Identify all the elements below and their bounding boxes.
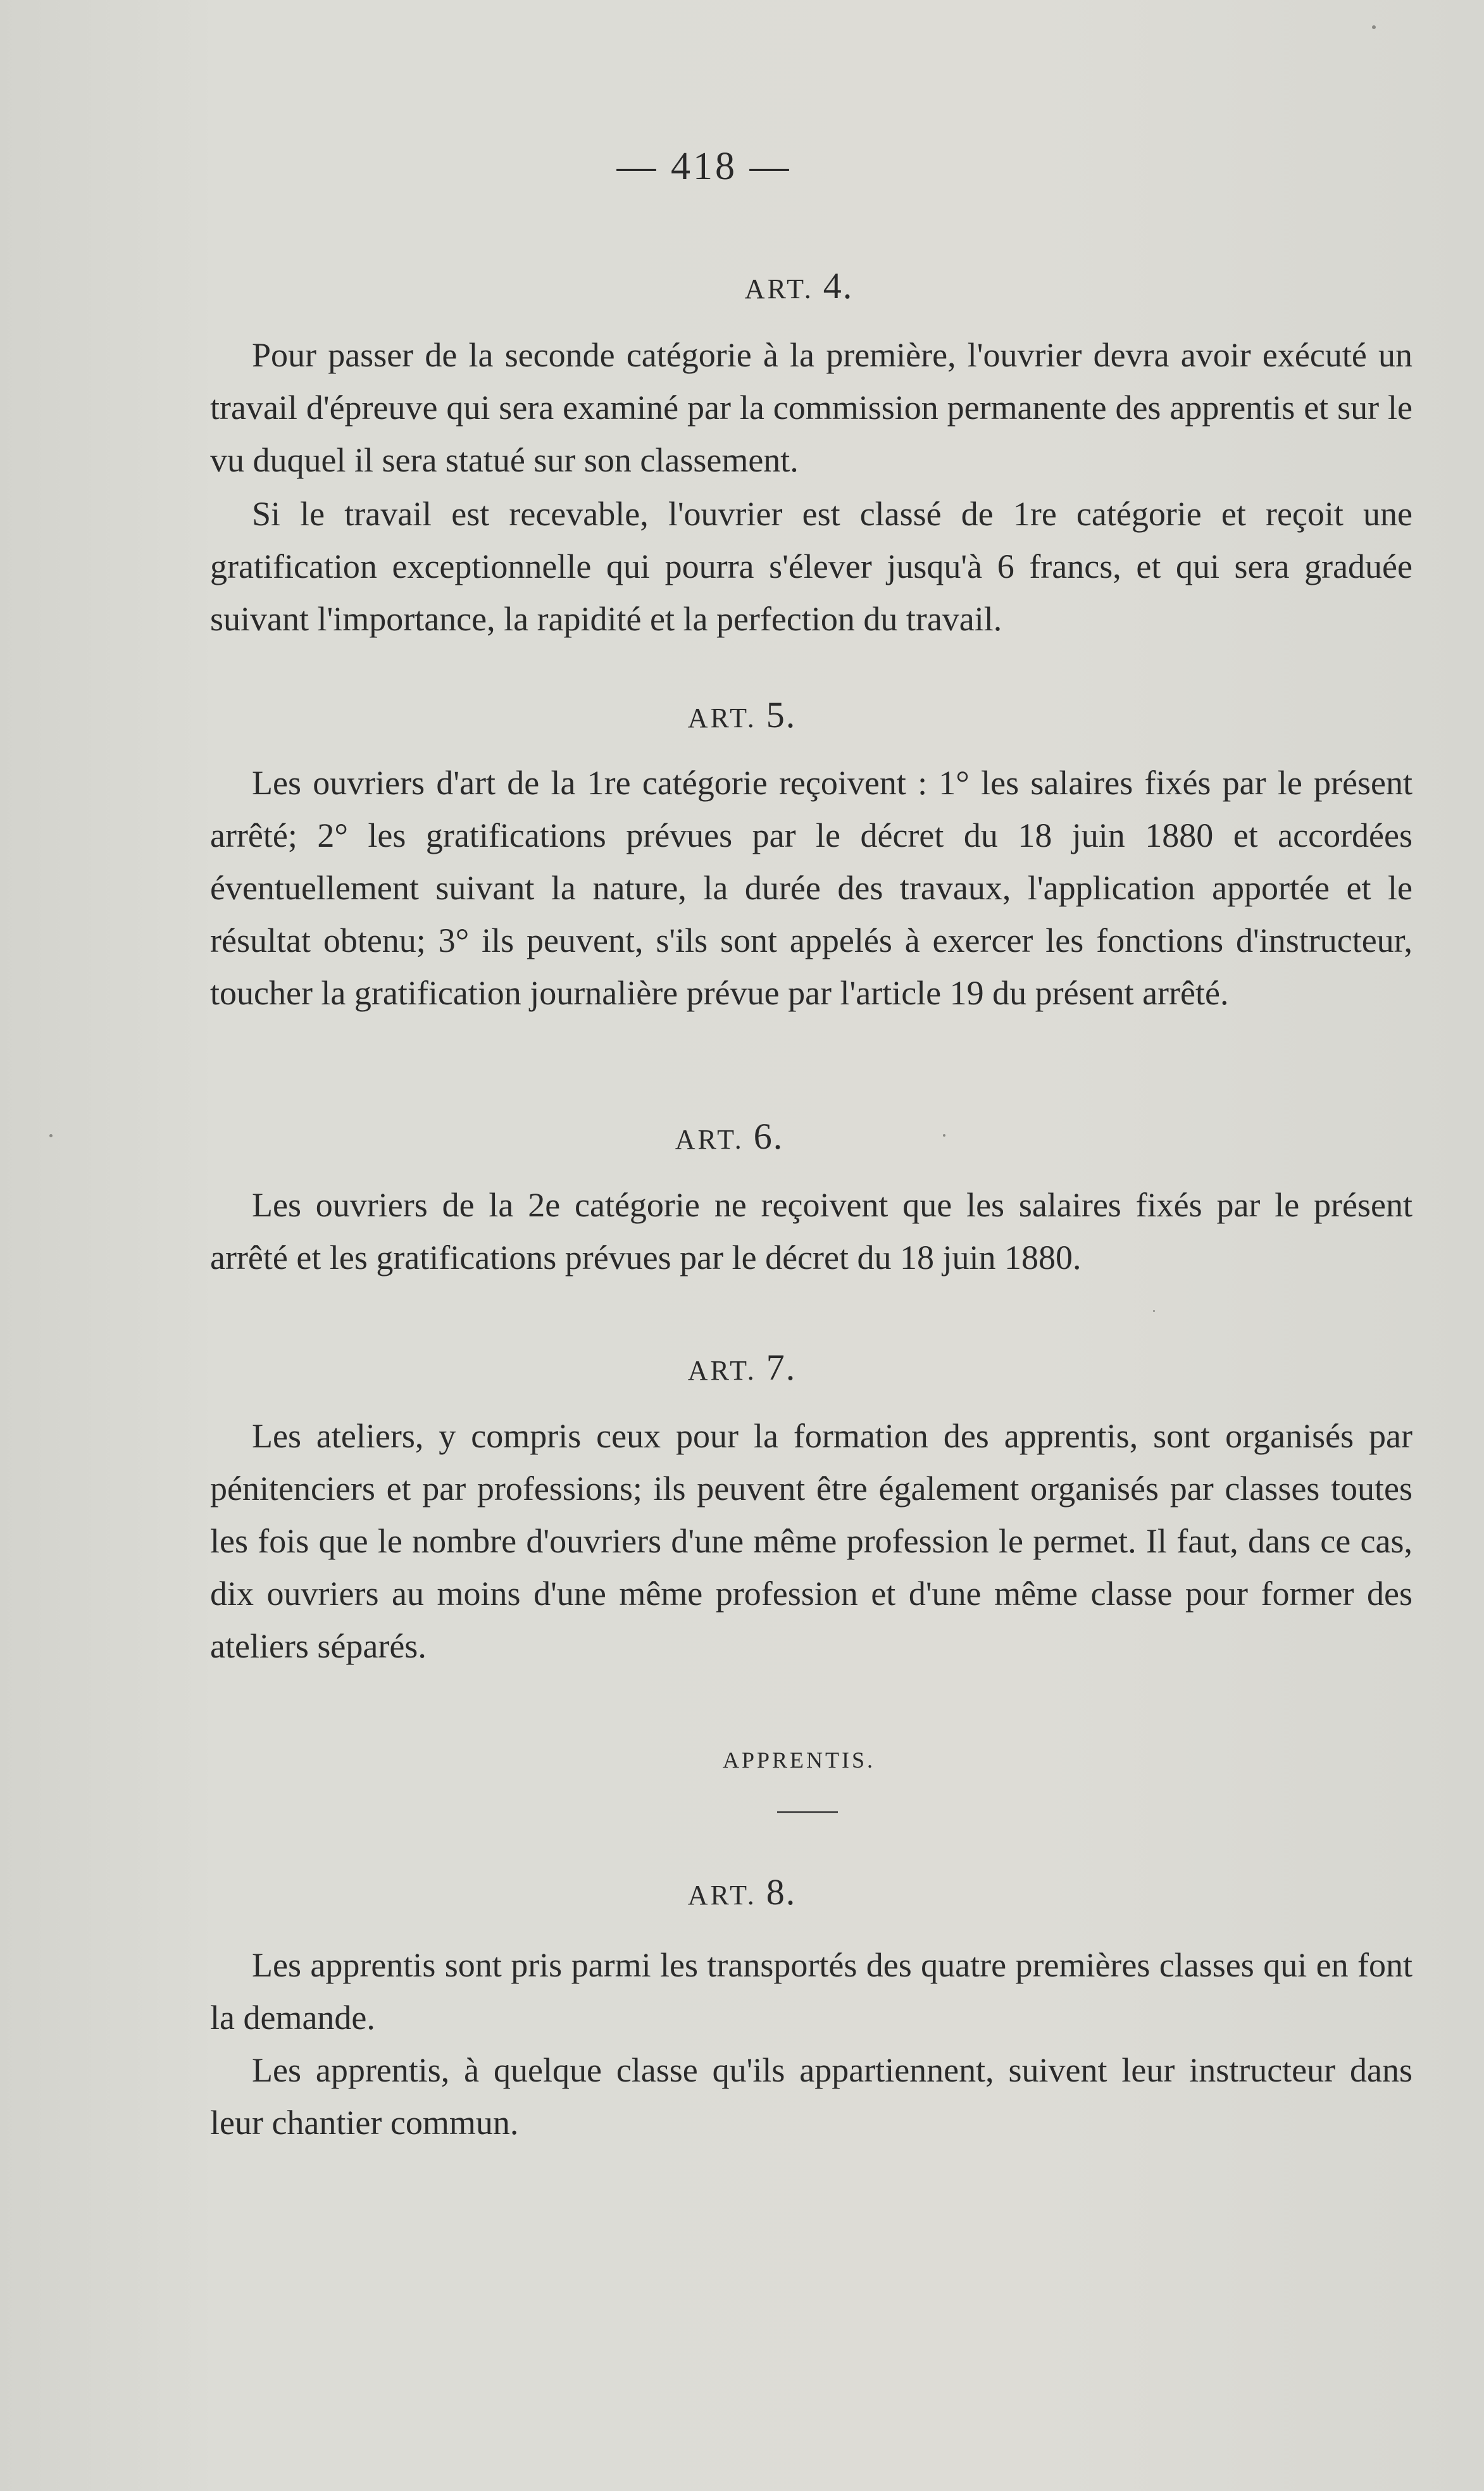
article-5-paragraph-1: Les ouvriers d'art de la 1re catégorie reçoivent : 1° les salaires fixés par le présent arrêté; 2° les gratifications prévues par le décret du 18 juin 1880 et accordées éventuellement suivant la nature, la durée des travaux, l'application apportée et le résultat obtenu; 3° ils peuvent, s'ils sont appelés à exercer les fonctions d'instructeur, toucher la gratification journalière prévue par l'article 19 du présent arrêté. [210, 764, 1412, 1012]
article-heading-label: ART. [687, 1355, 757, 1386]
article-8-paragraph-1: Les apprentis sont pris parmi les transportés des quatre premières classes qui en font la demande. [210, 1946, 1412, 2037]
scan-speck [1153, 1310, 1155, 1312]
article-7-heading [0, 1346, 1484, 1389]
article-6-heading [0, 1115, 1471, 1158]
article-heading-label: ART. [744, 273, 814, 304]
article-8-paragraph-2: Les apprentis, à quelque classe qu'ils appartiennent, suivent leur instructeur dans leur chantier commun. [210, 2051, 1412, 2142]
article-6-paragraph-1: Les ouvriers de la 2e catégorie ne reçoivent que les salaires fixés par le présent arrêté et les gratifications prévues par le décret du 18 juin 1880. [210, 1186, 1412, 1277]
article-7-paragraph-1: Les ateliers, y compris ceux pour la formation des apprentis, sont organisés par pénitenciers et par professions; ils peuvent être également organisés par classes toutes les fois que le nombre d'ouvriers d'une même profession le permet. Il faut, dans ce cas, dix ouvriers au moins d'une même profession et d'une même classe pour former des ateliers séparés. [210, 1417, 1412, 1665]
article-heading-number: 4. [823, 265, 854, 306]
article-heading-number: 7. [766, 1347, 797, 1388]
scan-speck [943, 1134, 945, 1137]
article-heading-number: 8. [766, 1871, 797, 1913]
article-heading-label: ART. [687, 702, 757, 734]
section-title-apprentis: APPRENTIS. [722, 1747, 876, 1773]
article-heading-number: 5. [766, 694, 797, 735]
page-number: — 418 — [616, 145, 792, 188]
article-heading-label: ART. [675, 1124, 744, 1155]
article-5-heading [0, 694, 1484, 736]
scan-speck [49, 1134, 53, 1137]
article-4-paragraph-1: Pour passer de la seconde catégorie à la première, l'ouvrier devra avoir exécuté un travail d'épreuve qui sera examiné par la commission permanente des apprentis et sur le vu duquel il sera statué sur son classement. [210, 336, 1412, 479]
article-4-paragraph-2: Si le travail est recevable, l'ouvrier est classé de 1re catégorie et reçoit une gratification exceptionnelle qui pourra s'élever jusqu'à 6 francs, et qui sera graduée suivant l'importance, la rapidité et la perfection du travail. [210, 495, 1412, 638]
article-heading-number: 6. [753, 1116, 784, 1157]
scan-speck [1372, 25, 1376, 29]
article-4-heading [57, 265, 1484, 307]
section-divider [777, 1811, 838, 1813]
article-heading-label: ART. [687, 1880, 757, 1911]
article-8-heading [0, 1871, 1484, 1913]
